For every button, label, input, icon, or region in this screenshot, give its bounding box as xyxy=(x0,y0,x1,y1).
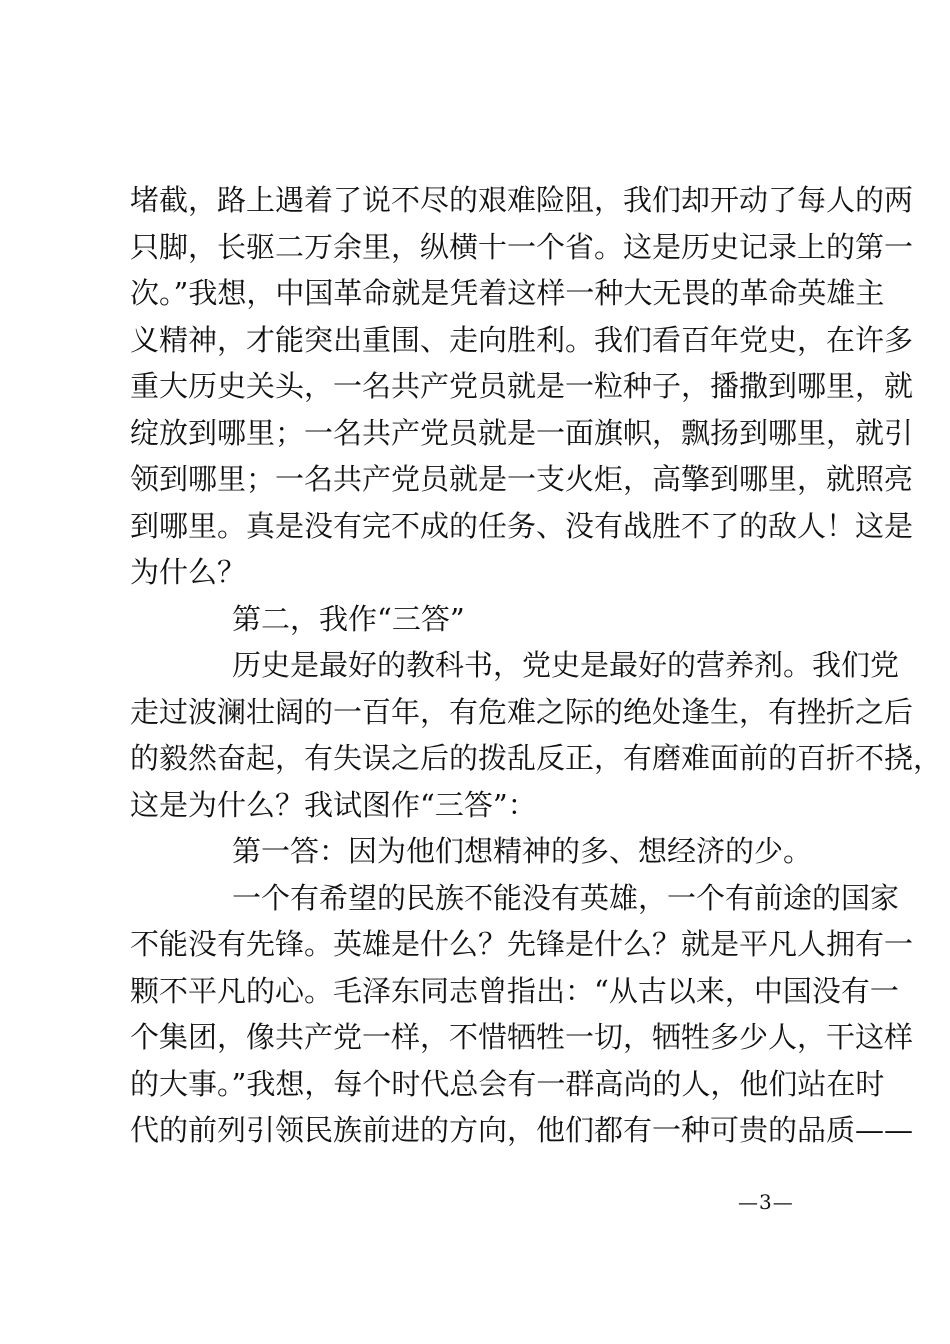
text-line: 一个有希望的民族不能没有英雄，一个有前途的国家 xyxy=(232,880,900,915)
text-line: 代的前列引领民族前进的方向，他们都有一种可贵的品质—— xyxy=(130,1113,914,1147)
subsection-heading: 第一答：因为他们想精神的多、想经济的少。 xyxy=(232,834,813,868)
text-line: 义精神，才能突出重围、走向胜利。我们看百年党史，在许多 xyxy=(130,322,914,357)
text-line: 堵截，路上遇着了说不尽的艰难险阻，我们却开动了每人的两 xyxy=(130,183,914,217)
text-line: 不能没有先锋。英雄是什么？先锋是什么？就是平凡人拥有一 xyxy=(130,927,914,961)
text-line: 绽放到哪里；一名共产党员就是一面旗帜，飘扬到哪里，就引 xyxy=(130,415,914,450)
text-line: 重大历史关头，一名共产党员就是一粒种子，播撒到哪里，就 xyxy=(130,369,914,403)
text-line: 走过波澜壮阔的一百年，有危难之际的绝处逢生，有挫折之后 xyxy=(130,694,914,729)
document-body xyxy=(130,177,943,1154)
page-number: —3— xyxy=(738,1190,794,1214)
text-line: 次。”我想，中国革命就是凭着这样一种大无畏的革命英雄主 xyxy=(130,276,885,310)
text-line: 个集团，像共产党一样，不惜牺牲一切，牺牲多少人，干这样 xyxy=(130,1020,914,1054)
text-line: 领到哪里；一名共产党员就是一支火炬，高擎到哪里，就照亮 xyxy=(130,462,914,496)
text-line: 到哪里。真是没有完不成的任务、没有战胜不了的敌人！这是 xyxy=(130,508,914,543)
text-line: 只脚，长驱二万余里，纵横十一个省。这是历史记录上的第一 xyxy=(130,229,914,264)
text-line: 这是为什么？我试图作“三答”： xyxy=(130,787,537,822)
text-line: 历史是最好的教科书，党史是最好的营养剂。我们党 xyxy=(232,648,900,682)
text-line: 的大事。”我想，每个时代总会有一群高尚的人，他们站在时 xyxy=(130,1066,885,1101)
text-line: 的毅然奋起，有失误之后的拨乱反正，有磨难面前的百折不挠， xyxy=(130,741,943,775)
section-heading: 第二，我作“三答” xyxy=(232,601,465,636)
text-line: 颗不平凡的心。毛泽东同志曾指出：“从古以来，中国没有一 xyxy=(130,973,899,1008)
text-line: 为什么？ xyxy=(130,555,247,589)
